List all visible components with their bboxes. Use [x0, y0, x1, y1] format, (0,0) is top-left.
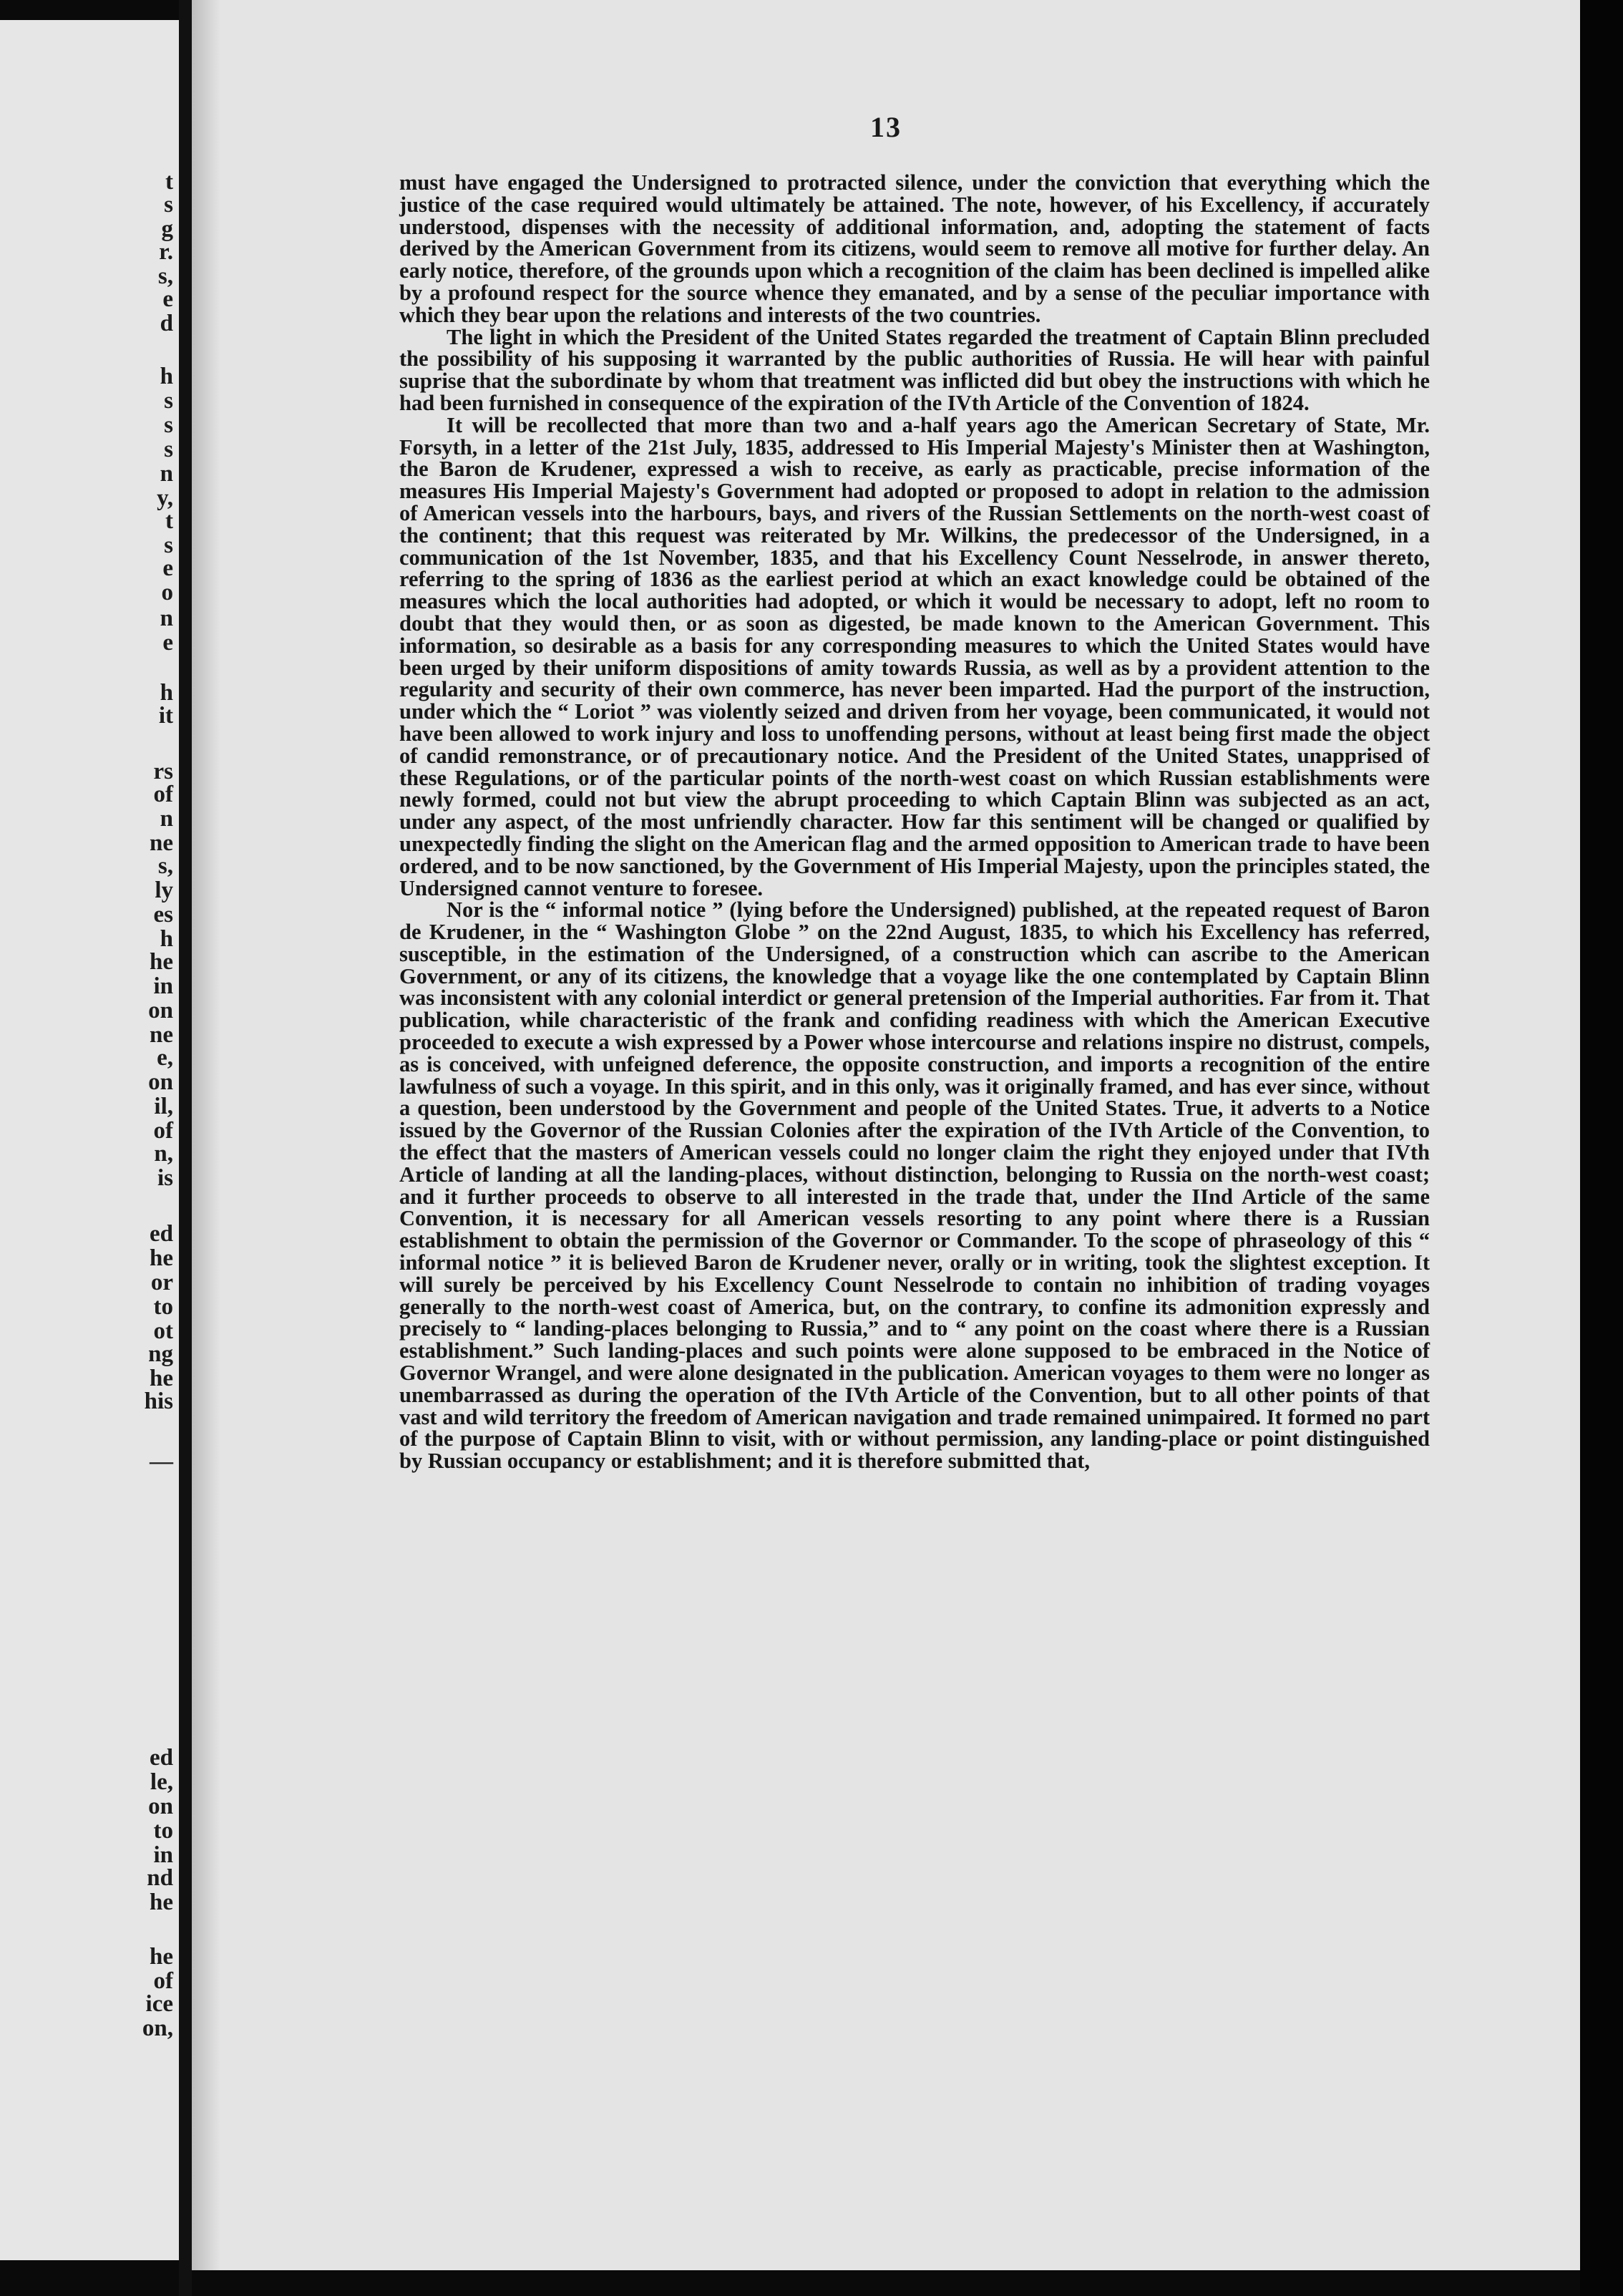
facing-page-fragment: in: [153, 973, 173, 999]
facing-page-fragment: of: [153, 782, 173, 807]
facing-page-fragment: n,: [154, 1141, 173, 1167]
paragraph: must have engaged the Undersigned to protracted silence, under the conviction that everything which the justice of the case required would ultimately be attained. The note, however, of his Excellency, if accurately understood, dispenses with the necessity of additional information, and, adopting the statement of facts derived by the American Government from its citizens, would seem to remove all motive for further delay. An early notice, therefore, of the grounds upon which a recognition of the claim has been declined is impelled alike by a profound respect for the source whence they emanated, and by a sense of the peculiar importance with which they bear upon the relations and interests of the two countries.: [399, 170, 1430, 327]
facing-page-fragment: ice: [145, 1991, 173, 2017]
facing-page-fragment: le,: [150, 1769, 173, 1795]
facing-page-fragment: ne: [150, 1022, 173, 1048]
facing-page-fragment: he: [150, 1245, 173, 1271]
facing-page-fragment: it: [158, 703, 173, 729]
facing-page-fragment: he: [150, 949, 173, 975]
facing-page-fragment: y,: [157, 485, 173, 511]
facing-page-fragment: e: [162, 630, 173, 656]
facing-page-fragment: his: [144, 1388, 173, 1414]
facing-page-fragment: to: [153, 1818, 173, 1844]
document-page: [192, 0, 1580, 2270]
facing-page-fragment: o: [161, 580, 173, 605]
facing-page-fragment: ed: [150, 1221, 173, 1247]
facing-page-fragment: he: [150, 1944, 173, 1970]
facing-page-fragment: s,: [157, 853, 173, 879]
book-gutter: [179, 0, 192, 2296]
facing-page-fragment: n: [160, 806, 173, 832]
facing-page-fragment: t: [165, 169, 173, 195]
facing-page-fragment: s: [164, 412, 173, 438]
facing-page-fragment: g: [161, 216, 173, 242]
facing-page-fragment: in: [153, 1842, 173, 1868]
facing-page-fragment: h: [160, 926, 173, 952]
facing-page-fragment: is: [157, 1165, 173, 1191]
facing-page-fragment: e,: [157, 1045, 173, 1071]
facing-page-fragment: ot: [153, 1318, 173, 1344]
facing-page-fragment: il,: [154, 1094, 173, 1119]
facing-page-fragment: h: [160, 364, 173, 389]
facing-page-fragment: to: [153, 1294, 173, 1320]
facing-page-fragment: on,: [142, 2015, 173, 2041]
facing-page-fragment: es: [153, 902, 173, 928]
body-text: [399, 172, 1430, 1472]
facing-page-fragment: on: [148, 1069, 173, 1095]
facing-page-fragment: ng: [148, 1341, 173, 1367]
page-number: 13: [870, 111, 902, 143]
facing-page-fragment: on: [148, 998, 173, 1023]
facing-page-fragment: of: [153, 1118, 173, 1144]
facing-page-fragment: of: [153, 1968, 173, 1994]
facing-page-fragment: s: [164, 532, 173, 558]
facing-page-fragment: ne: [150, 830, 173, 856]
facing-page-fragment: s: [164, 437, 173, 462]
paragraph: It will be recollected that more than two and a-half years ago the American Secretary of State, Mr. Forsyth, in a letter of the 21st July, 1835, addressed to His Imperial Majesty's Minister then at Washington, the Baron de Krudener, expressed a wish to receive, as early as practicable, precise information of the measures His Imperial Majesty's Government had adopted or proposed to adopt in relation to the admission of American vessels into the harbours, bays, and rivers of the Russian Settlements on the north-west coast of the continent; that this request was reiterated by Mr. Wilkins, the predecessor of the Undersigned, in a communication of the 1st November, 1835, and that his Excellency Count Nesselrode, in answer thereto, referring to the spring of 1836 as the earliest period at which an exact knowledge could be obtained of the measures which the local authorities had adopted, or which it would be necessary to adopt, left no room to doubt that they would then, or as soon as digested, be made known to the American Government. This information, so desirable as a basis for any corresponding measures to which the United States would have been urged by their uniform dispositions of amity towards Russia, as well as by a provident attention to the regularity and security of their own commerce, has never been imparted. Had the purport of the instruction, under which the “ Loriot ” was violently seized and driven from her voyage, been communicated, it would not have been allowed to work injury and loss to unoffending persons, without at least being first made the object of candid remonstrance, or of precautionary notice. And the President of the United States, unapprised of these Regulations, or of the particular points of the north-west coast on which Russian establishments were newly formed, could not but view the abrupt proceeding to which Captain Blinn was subjected as an act, under any aspect, of the most unfriendly character. How far this sentiment will be changed or qualified by unexpectedly finding the slight on the American flag and the armed opposition to American trade to have been ordered, and to be now sanctioned, by the Government of His Imperial Majesty, upon the principles stated, the Undersigned cannot venture to foresee.: [399, 412, 1430, 900]
facing-page-edge: [0, 20, 179, 2260]
facing-page-fragment: ed: [150, 1745, 173, 1771]
facing-page-fragment: on: [148, 1794, 173, 1819]
facing-page-fragment: s,: [157, 263, 173, 289]
facing-page-fragment: nd: [147, 1865, 173, 1891]
paragraph: The light in which the President of the United States regarded the treatment of Captain Blinn precluded the possibility of his supposing it warranted by the public authorities of Russia. He will hear with painful suprise that the subordinate by whom that treatment was inflicted did but obey the instructions with which he had been furnished in consequence of the expiration of the IVth Article of the Convention of 1824.: [399, 324, 1430, 415]
facing-page-fragment: he: [150, 1366, 173, 1391]
facing-page-fragment: s: [164, 388, 173, 414]
facing-page-fragment: h: [160, 680, 173, 706]
facing-page-fragment: or: [150, 1270, 173, 1295]
facing-page-fragment: t: [165, 508, 173, 534]
facing-page-fragment: n: [160, 605, 173, 631]
page-shadow: [192, 0, 220, 2270]
scan-border: [1580, 0, 1623, 2296]
facing-page-fragment: ly: [155, 877, 173, 903]
paragraph: Nor is the “ informal notice ” (lying before the Undersigned) published, at the repeated request of Baron de Krudener, in the “ Washington Globe ” on the 22nd August, 1835, to which his Excellency has referred, susceptible, in the estimation of the Undersigned, of a construction which can ascribe to the American Government, or any of its citizens, the knowledge that a voyage like the one contemplated by Captain Blinn was inconsistent with any colonial interdict or general pretension of the Imperial authorities. Far from it. That publication, while characteristic of the frank and confiding readiness with which the American Executive proceeded to execute a wish expressed by a Power whose intercourse and relations inspire no distrust, compels, as is conceived, with unfeigned deference, the opposite construction, and imports a recognition of the entire lawfulness of such a voyage. In this spirit, and in this only, was it originally framed, and has ever since, without a question, been understood by the Government and people of the United States. True, it adverts to a Notice issued by the Governor of the Russian Colonies after the expiration of the IVth Article of the Convention, to the effect that the masters of American vessels could no longer claim the right they enjoyed under that IVth Article of landing at all the landing-places, without distinction, belonging to Russia on the north-west coast; and it further proceeds to observe to all interested in the trade that, under the IInd Article of the same Convention, it is necessary for all American vessels resorting to any point where there is a Russian establishment to obtain the permission of the Governor or Commander. To the scope of phraseology of this “ informal notice ” it is believed Baron de Krudener never, orally or in writing, took the slightest exception. It will surely be perceived by his Excellency Count Nesselrode to contain no inhibition of trading voyages generally to the north-west coast of America, but, on the contrary, to confine its admonition expressly and precisely to “ landing-places belonging to Russia,” and to “ any point on the coast where there is a Russian establishment.” Such landing-places and such points were alone supposed to be embraced in the Notice of Governor Wrangel, and were alone designated in the publication. American voyages to them were no longer as unembarrassed as during the operation of the IVth Article of the Convention, but to all other points of that vast and wild territory the freedom of American navigation and trade remained unimpaired. It formed no part of the purpose of Captain Blinn to visit, with or without permission, any landing-place or point distinguished by Russian occupancy or establishment; and it is therefore submitted that,: [399, 898, 1430, 1474]
facing-page-fragment: d: [160, 311, 173, 336]
facing-page-fragment: rs: [153, 759, 173, 784]
facing-page-fragment: e: [162, 286, 173, 312]
facing-page-fragment: r.: [159, 239, 173, 265]
facing-page-fragment: n: [160, 461, 173, 487]
facing-page-fragment: he: [150, 1889, 173, 1915]
facing-page-fragment: s: [164, 192, 173, 218]
facing-page-fragment: —: [150, 1449, 173, 1474]
facing-page-fragment: e: [162, 555, 173, 581]
